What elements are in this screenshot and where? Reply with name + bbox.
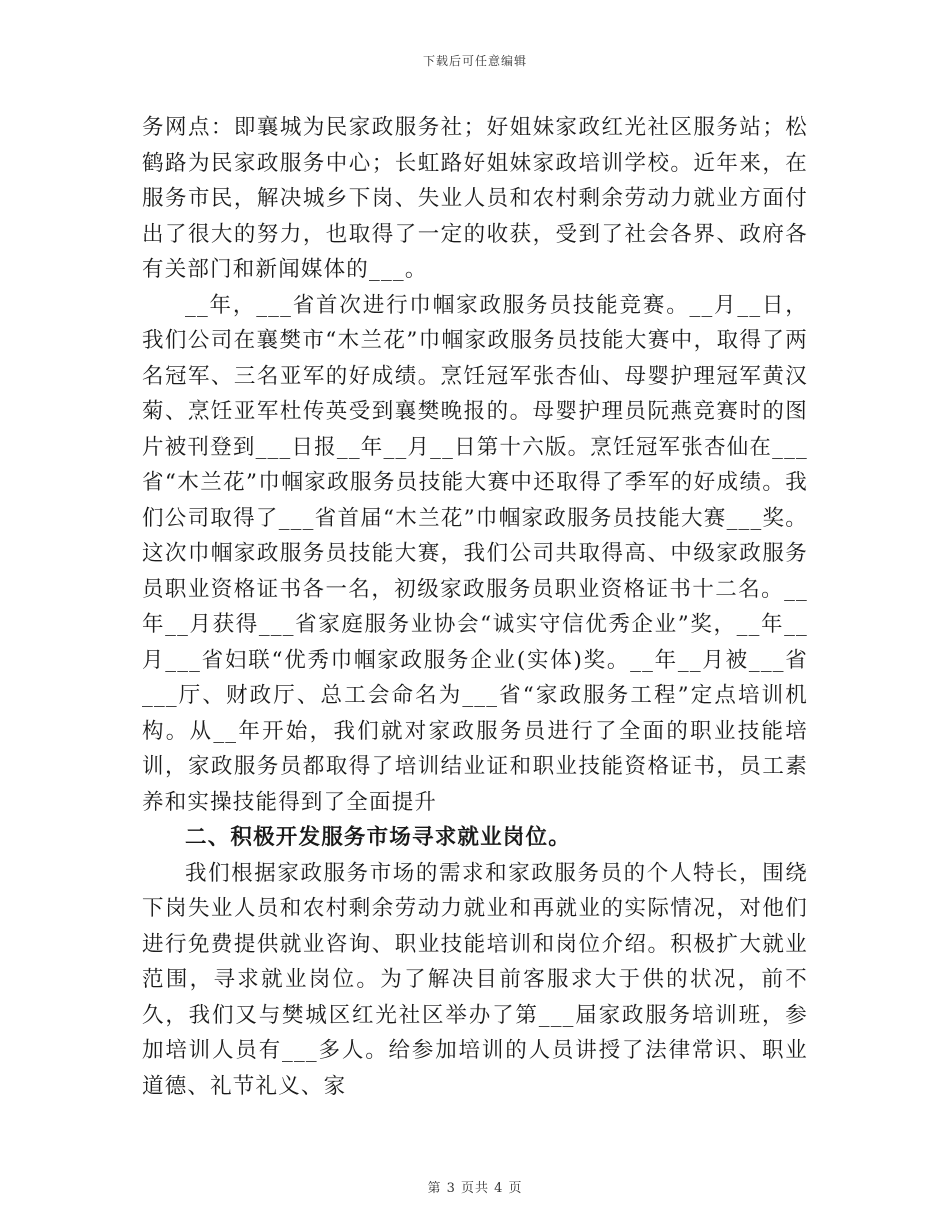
page-footer: 第 3 页共 4 页 xyxy=(427,1181,523,1196)
page-header: 下载后可任意编辑 xyxy=(422,54,527,68)
paragraph-competition: __年，___省首次进行巾帼家政服务员技能竞赛。__月__日，我们公司在襄樊市“木兰花”巾帼家政服务员技能大赛中，取得了两名冠军、三名亚军的好成绩。烹饪冠军张杏仙、母婴护理冠军黄汉菊、烹饪亚军杜传英受到襄樊晚报的。母婴护理员阮燕竞赛时的图片被刊登到___日报__年__月__日第十六版。烹饪冠军张杏仙在___省“木兰花”巾帼家政服务员技能大赛中还取得了季军的好成绩。我们公司取得了___省首届“木兰花”巾帼家政服务员技能大赛___奖。这次巾帼家政服务员技能大赛，我们公司共取得高、中级家政服务员职业资格证书各一名，初级家政服务员职业资格证书十二名。__年__月获得___省家庭服务业协会“诚实守信优秀企业”奖，__年__月___省妇联“优秀巾帼家政服务企业(实体)奖。__年__月被___省___厅、财政厅、总工会命名为___省“家政服务工程”定点培训机构。从__年开始，我们就对家政服务员进行了全面的职业技能培训，家政服务员都取得了培训结业证和职业技能资格证书，员工素养和实操技能得到了全面提升 xyxy=(142,292,808,815)
paragraph-employment: 我们根据家政服务市场的需求和家政服务员的个人特长，围绕下岗失业人员和农村剩余劳动力就业和再就业的实际情况，对他们进行免费提供就业咨询、职业技能培训和岗位介绍。积极扩大就业范围，寻求就业岗位。为了解决目前客服求大于供的状况，前不久，我们又与樊城区红光社区举办了第___届家政服务培训班，参加培训人员有___多人。给参加培训的人员讲授了法律常识、职业道德、礼节礼义、家 xyxy=(142,860,808,1099)
paragraph-continuation: 务网点：即襄城为民家政服务社；好姐妹家政红光社区服务站；松鹤路为民家政服务中心；长虹路好姐妹家政培训学校。近年来，在服务市民，解决城乡下岗、失业人员和农村剩余劳动力就业方面付出了很大的努力，也取得了一定的收获，受到了社会各界、政府各有关部门和新闻媒体的___。 xyxy=(142,115,808,282)
document-body xyxy=(142,110,808,1104)
section-heading: 二、积极开发服务市场寻求就业岗位。 xyxy=(185,825,571,850)
